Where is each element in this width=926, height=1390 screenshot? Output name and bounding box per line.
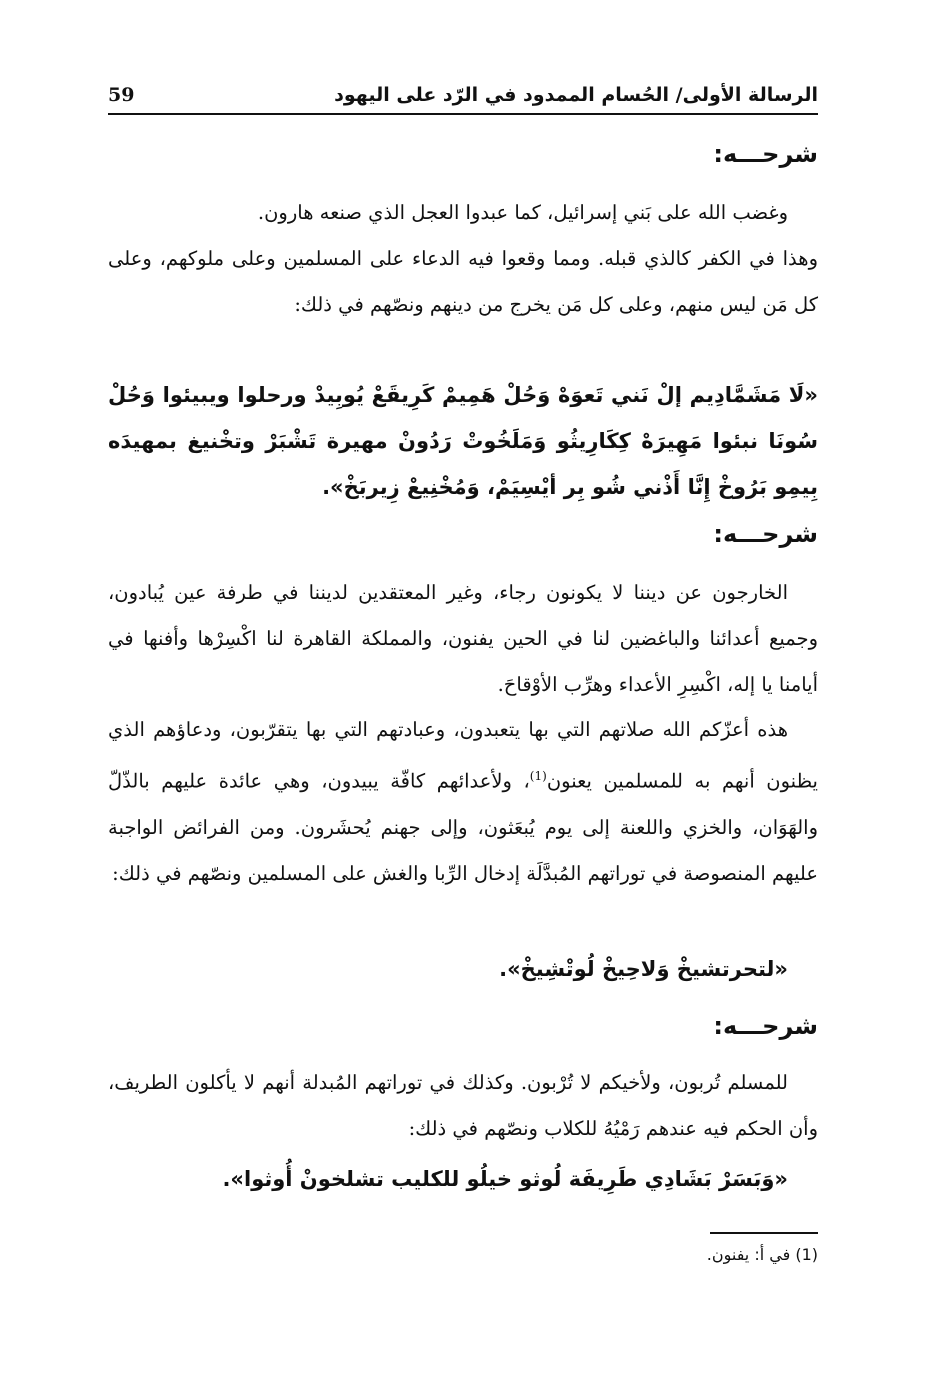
header-divider bbox=[108, 113, 818, 115]
paragraph-4 bbox=[108, 707, 818, 897]
hebrew-quote-1: «لَا مَشَمَّادِيم إلْ نَني تَعوَهْ وَحُلْ هَمِيمْ كَرِيقَعْ يُوبِيدْ ورحلوا ويبيئوا وَحُلْ سُونَا نبئوا مَهِيرَهْ كِكَارِيثُو وَمَلَخُوتْ رَدُونْ مهيرة تَشْبَرْ وتخْنيغ بمهيدَه بِيمِو بَرُوخْ إِنَّا أَذْني شُو بِر أيْسِيَمْ، وَمُخْنِيعْ زِيربَخْ». bbox=[108, 383, 818, 499]
paragraph-1: وغضب الله على بَني إسرائيل، كما عبدوا العجل الذي صنعه هارون. bbox=[257, 201, 788, 224]
paragraph-4-part-a: هذه أعزّكم الله صلاتهم التي بها يتعبدون، وعبادتهم التي بها يتقرّبون، ودعاؤهم الذي يظنون أنهم به للمسلمين يعنون bbox=[108, 718, 818, 793]
hebrew-quote-2: «لتحرتشيخْ وَلاحِيخْ لُوتْشِيخْ». bbox=[499, 957, 788, 981]
paragraph-4-part-b: ، ولأعدائهم كافّة يبيدون، وهي عائدة عليهم بالذّلّ والهَوَان، والخزي واللعنة إلى يوم يُبعَثون، وإلى جهنم يُحشَرون. ومن الفرائض الواجبة عليهم المنصوصة في توراتهم المُبدَّلَة إدخال الرِّبا والغش على المسلمين ونصّهم في ذلك: bbox=[108, 769, 818, 885]
footnote: (1) في أ: يفنون. bbox=[706, 1245, 818, 1264]
hebrew-quote-3: «وَبَسَرْ بَشَادِي طَرِيفَة لُوثو خيلُو للكليب تشلخونْ أُوثوا». bbox=[222, 1167, 788, 1191]
book-page bbox=[108, 0, 818, 1390]
running-header bbox=[108, 84, 818, 112]
paragraph-5: للمسلم تُربون، ولأخيكم لا تُرْبون. وكذلك في توراتهم المُبدلة أنهم لا يأكلون الطريف، وأن الحكم فيه عندهم رَمْيُهُ للكلاب ونصّهم في ذلك: bbox=[108, 1071, 818, 1140]
paragraph-2: وهذا في الكفر كالذي قبله. ومما وقعوا فيه الدعاء على المسلمين وعلى ملوكهم، وعلى كل مَن ليس منهم، وعلى كل مَن يخرج من دينهم ونصّهم في ذلك: bbox=[108, 247, 818, 316]
header-title: الرسالة الأولى/ الحُسام الممدود في الرّد على اليهود bbox=[334, 84, 818, 106]
footnote-reference: (1) bbox=[529, 769, 547, 783]
section-heading-2: شرحـــه: bbox=[713, 520, 818, 548]
section-heading-1: شرحـــه: bbox=[713, 140, 818, 168]
page-number: 59 bbox=[108, 84, 135, 106]
section-heading-3: شرحـــه: bbox=[713, 1012, 818, 1040]
footnote-divider bbox=[710, 1232, 818, 1234]
paragraph-3: الخارجون عن ديننا لا يكونون رجاء، وغير المعتقدين لديننا في طرفة عين يُبادون، وجميع أعدائنا والباغضين لنا في الحين يفنون، والمملكة القاهرة لنا اكْسِرْها وأفنها في أيامنا يا إله، اكْسِرِ الأعداء وهرِّب الأوْقاحَ. bbox=[108, 581, 818, 696]
